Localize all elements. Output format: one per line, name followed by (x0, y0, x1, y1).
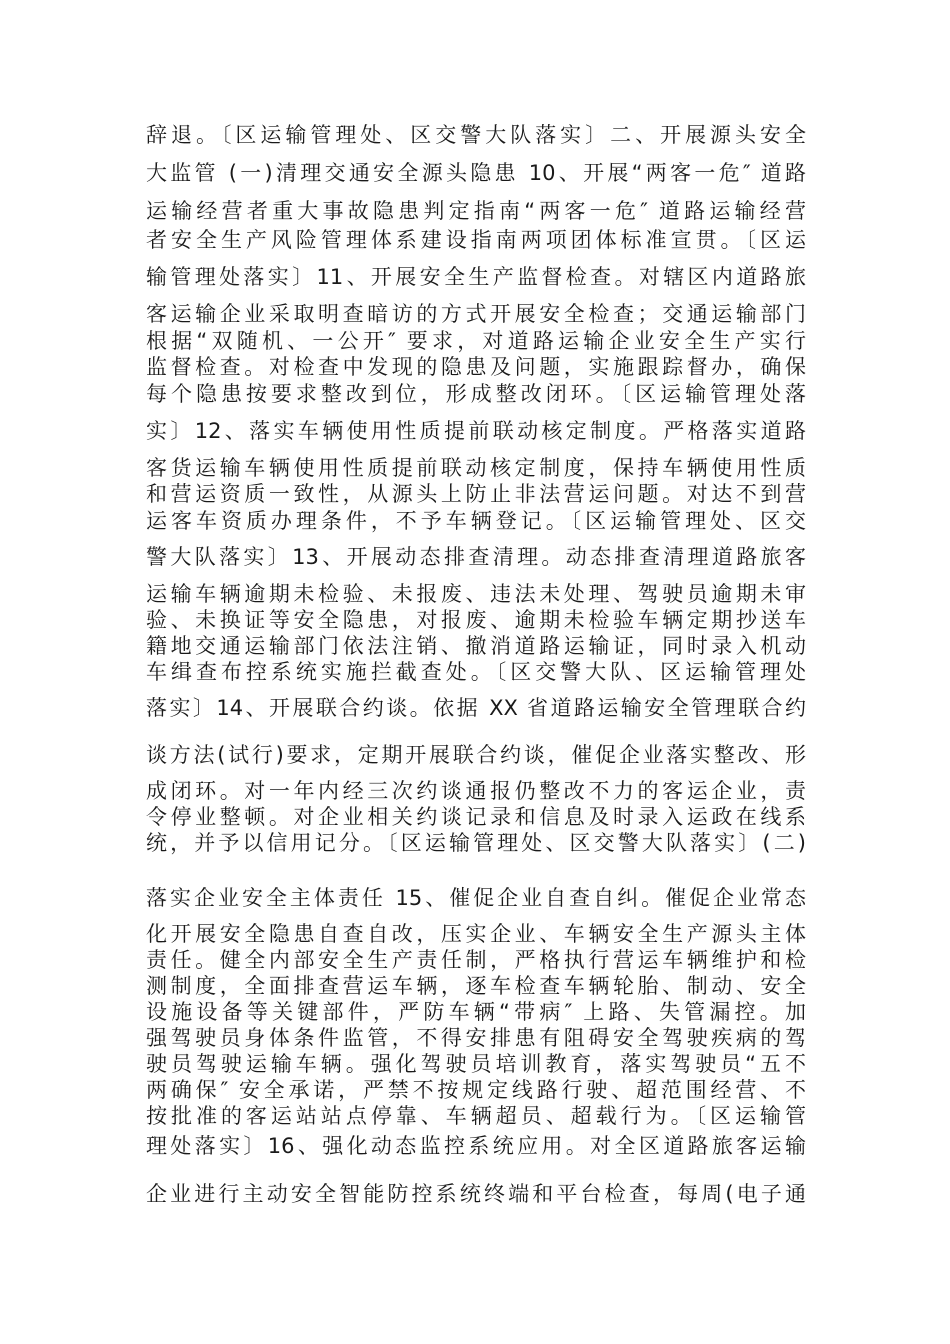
text-line-10: 实〕12、落实车辆使用性质提前联动核定制度。严格落实道路 (146, 419, 806, 443)
text-line-14: 警大队落实〕13、开展动态排查清理。动态排查清理道路旅客 (146, 545, 806, 569)
text-line-25: 化开展安全隐患自查自改，压实企业、车辆安全生产源头主体 (146, 922, 806, 946)
text-line-19: 落实〕14、开展联合约谈。依据 XX 省道路运输安全管理联合约 (146, 696, 806, 720)
text-line-4: 者安全生产风险管理体系建设指南两项团体标准宣贯。〔区运 (146, 228, 806, 252)
text-line-20: 谈方法(试行)要求，定期开展联合约谈，催促企业落实整改、形 (146, 743, 806, 767)
text-line-21: 成闭环。对一年内经三次约谈通报仍整改不力的客运企业，责 (146, 779, 806, 803)
text-line-11: 客货运输车辆使用性质提前联动核定制度，保持车辆使用性质 (146, 456, 806, 480)
text-line-1: 辞退。〔区运输管理处、区交警大队落实〕二、开展源头安全 (146, 123, 806, 147)
text-line-16: 验、未换证等安全隐患，对报废、逾期未检验车辆定期抄送车 (146, 608, 806, 632)
text-line-9: 每个隐患按要求整改到位，形成整改闭环。〔区运输管理处落 (146, 382, 806, 406)
text-line-17: 籍地交通运输部门依法注销、撤消道路运输证，同时录入机动 (146, 634, 806, 658)
text-line-7: 根据“双随机、一公开″ 要求，对道路运输企业安全生产实行 (146, 329, 806, 353)
text-line-5: 输管理处落实〕11、开展安全生产监督检查。对辖区内道路旅 (146, 265, 806, 289)
text-line-29: 强驾驶员身体条件监管，不得安排患有阻碍安全驾驶疾病的驾 (146, 1026, 806, 1050)
text-line-28: 设施设备等关键部件，严防车辆“带病″ 上路、失管漏控。加 (146, 1000, 806, 1024)
text-line-15: 运输车辆逾期未检验、未报废、违法未处理、驾驶员逾期未审 (146, 582, 806, 606)
text-line-31: 两确保″ 安全承诺，严禁不按规定线路行驶、超范围经营、不 (146, 1078, 806, 1102)
text-line-13: 运客车资质办理条件，不予车辆登记。〔区运输管理处、区交 (146, 509, 806, 533)
text-line-2: 大监管 (一)清理交通安全源头隐患 10、开展“两客一危″ 道路 (146, 161, 806, 185)
text-line-6: 客运输企业采取明查暗访的方式开展安全检查；交通运输部门 (146, 302, 806, 326)
text-line-34: 企业进行主动安全智能防控系统终端和平台检查，每周(电子通 (146, 1182, 806, 1206)
text-line-3: 运输经营者重大事故隐患判定指南“两客一危″ 道路运输经营 (146, 199, 806, 223)
text-line-30: 驶员驾驶运输车辆。强化驾驶员培训教育，落实驾驶员“五不 (146, 1052, 806, 1076)
text-line-18: 车缉查布控系统实施拦截查处。〔区交警大队、区运输管理处 (146, 660, 806, 684)
text-line-23: 统，并予以信用记分。〔区运输管理处、区交警大队落实〕(二) (146, 831, 806, 855)
text-line-33: 理处落实〕16、强化动态监控系统应用。对全区道路旅客运输 (146, 1134, 806, 1158)
text-line-26: 责任。健全内部安全生产责任制，严格执行营运车辆维护和检 (146, 948, 806, 972)
text-line-22: 令停业整顿。对企业相关约谈记录和信息及时录入运政在线系 (146, 805, 806, 829)
text-line-32: 按批准的客运站站点停靠、车辆超员、超载行为。〔区运输管 (146, 1104, 806, 1128)
text-line-27: 测制度，全面排查营运车辆，逐车检查车辆轮胎、制动、安全 (146, 974, 806, 998)
text-line-8: 监督检查。对检查中发现的隐患及问题，实施跟踪督办，确保 (146, 355, 806, 379)
text-line-12: 和营运资质一致性，从源头上防止非法营运问题。对达不到营 (146, 482, 806, 506)
text-line-24: 落实企业安全主体责任 15、催促企业自查自纠。催促企业常态 (146, 886, 806, 910)
